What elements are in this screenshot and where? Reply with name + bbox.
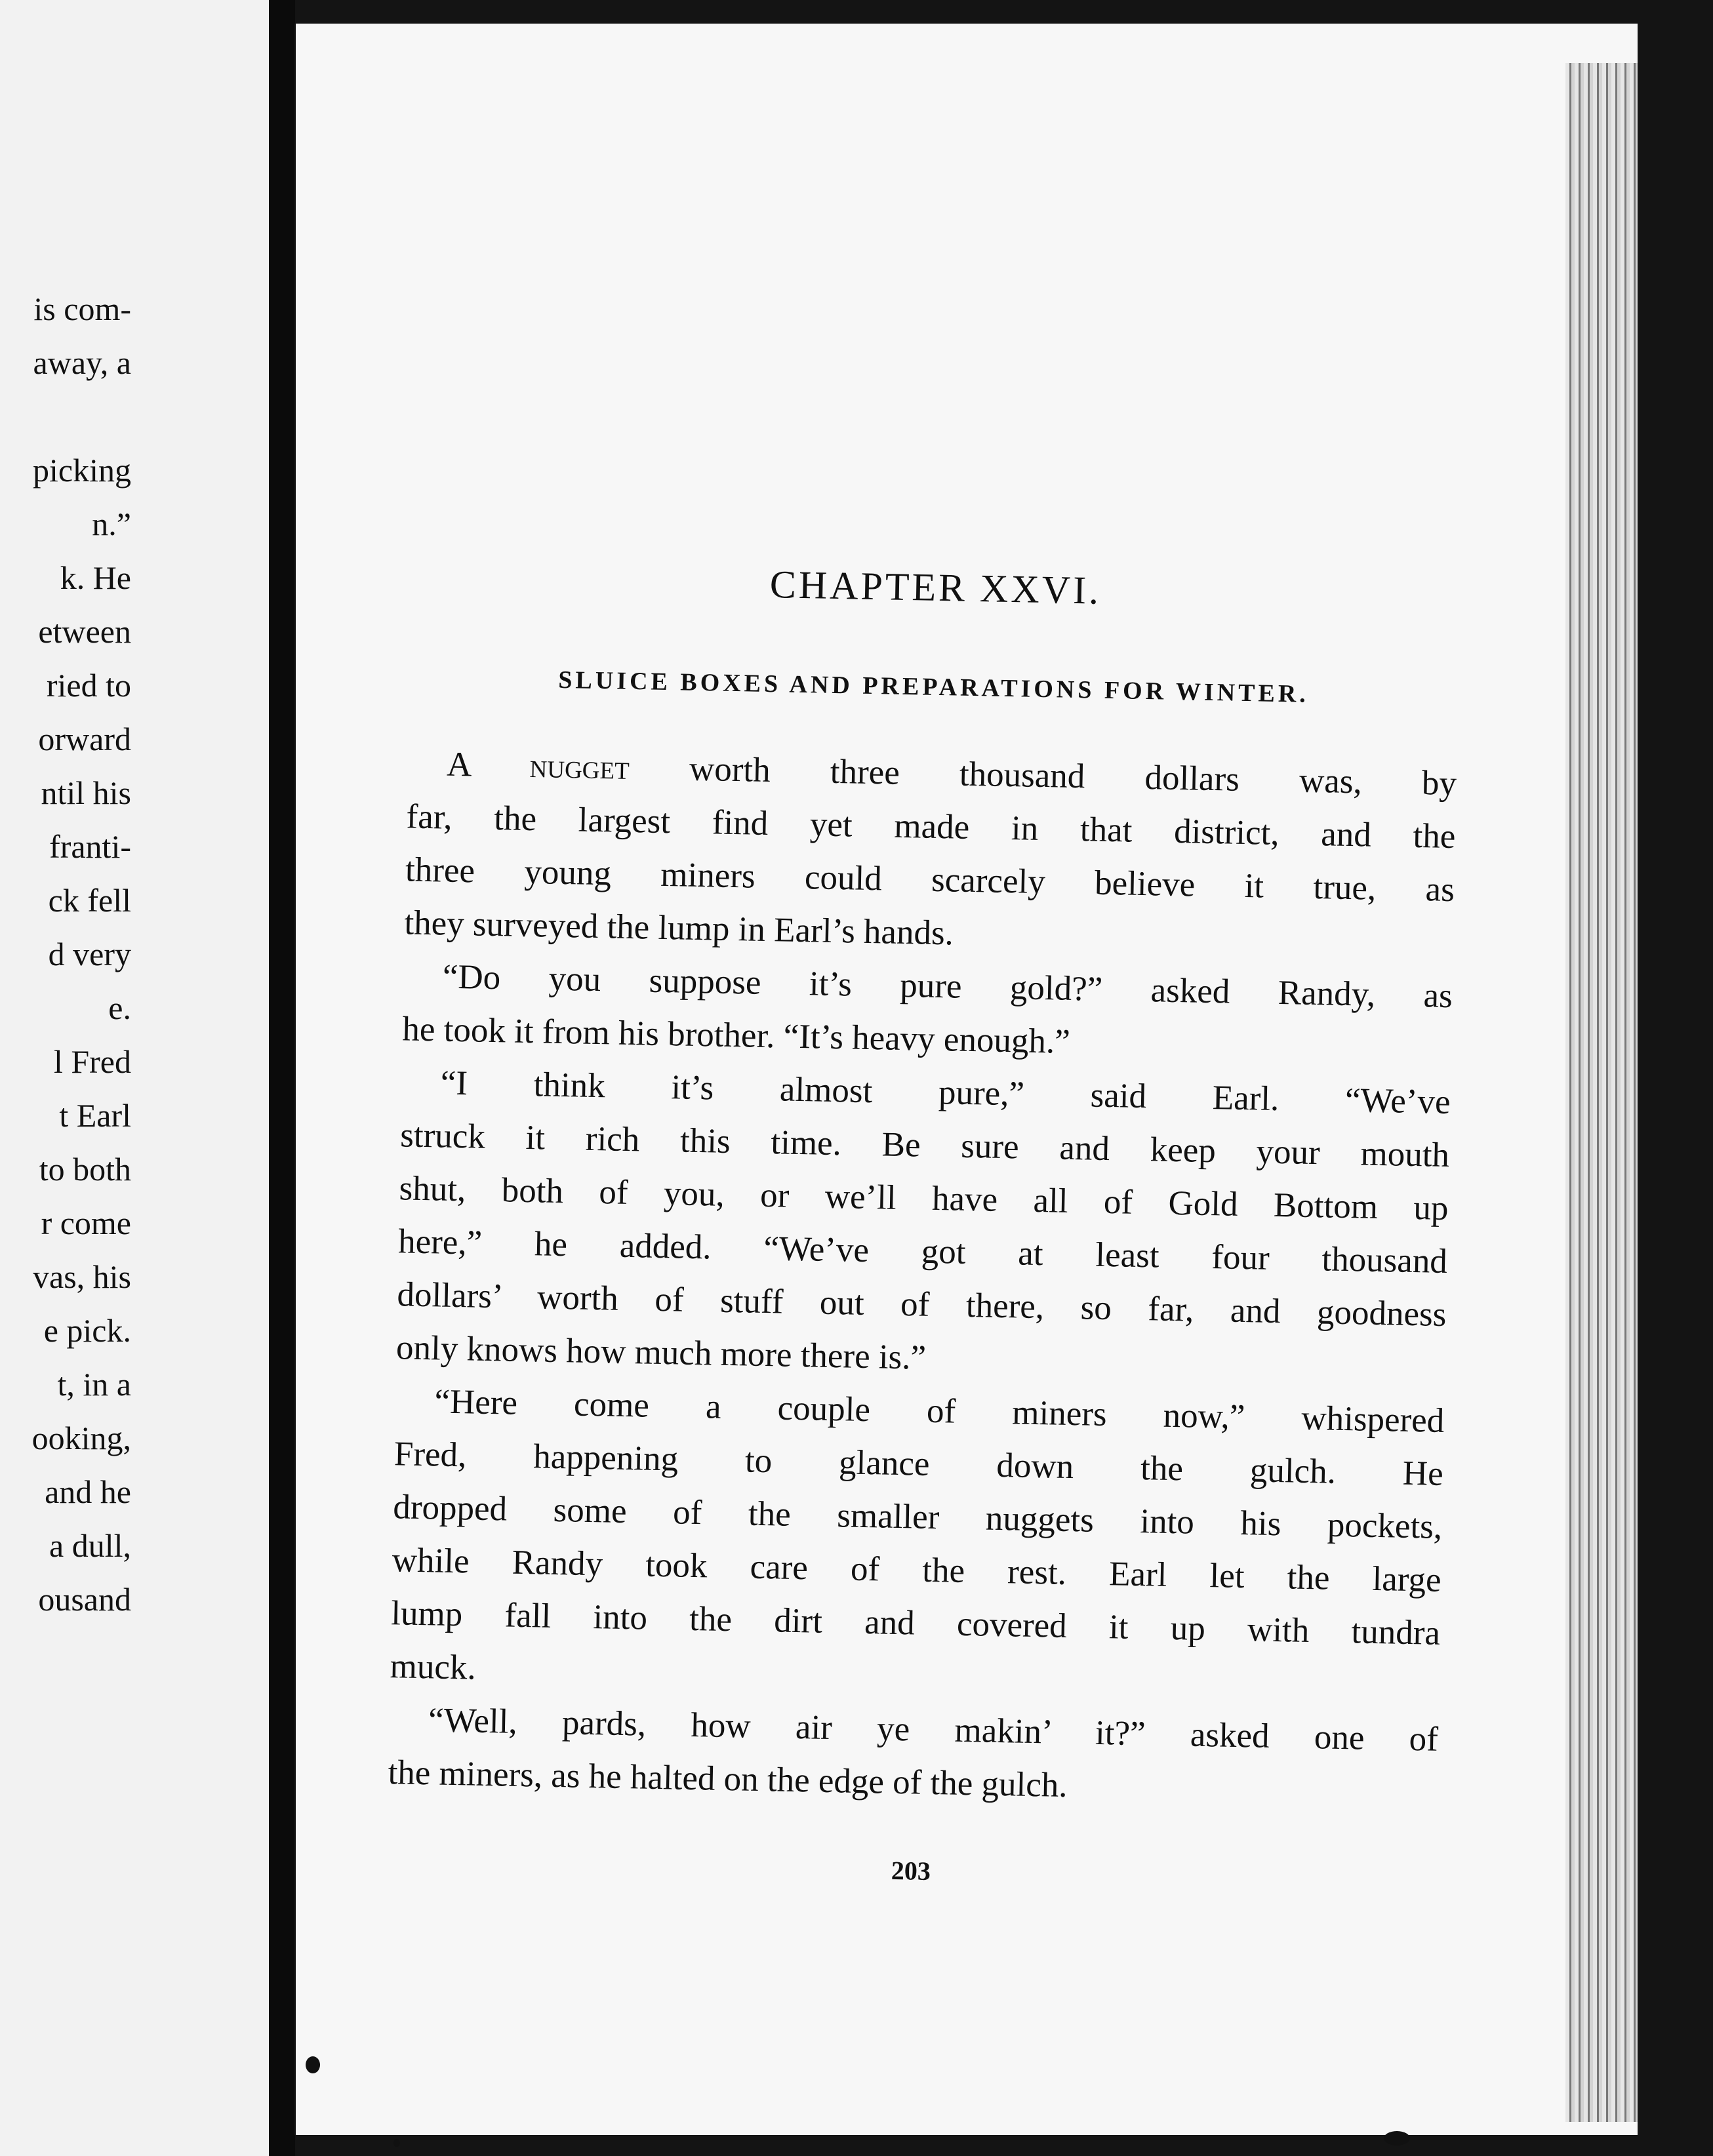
- left-line: ooking,: [31, 1420, 131, 1456]
- text-line: muck.: [390, 1647, 477, 1687]
- text-line: dropped some of the smaller nuggets into his pockets,: [392, 1488, 1443, 1546]
- text-line: three young miners could scarcely believe it true, as: [405, 850, 1455, 909]
- page-edges: [1565, 63, 1638, 2122]
- left-line: l Fred: [53, 1043, 131, 1080]
- chapter-body: [388, 737, 1457, 1819]
- chapter-title: CHAPTER XXVI.: [769, 562, 1102, 612]
- left-line: ntil his: [41, 774, 131, 811]
- left-line: ried to: [46, 667, 131, 704]
- text-line: only knows how much more there is.”: [395, 1328, 927, 1377]
- text-line: shut, both of you, or we’ll have all of Gold Bottom up: [399, 1169, 1449, 1228]
- text-line: A nugget worth three thousand dollars was, by: [446, 745, 1457, 803]
- left-line: r come: [41, 1205, 131, 1241]
- chapter-subtitle: SLUICE BOXES AND PREPARATIONS FOR WINTER.: [557, 666, 1310, 708]
- left-line: t Earl: [59, 1097, 131, 1134]
- text-line: he took it from his brother. “It’s heavy enough.”: [401, 1010, 1071, 1061]
- text-line: Fred, happening to glance down the gulch. He: [393, 1435, 1444, 1493]
- left-line: e.: [108, 989, 131, 1026]
- left-line: etween: [38, 613, 131, 650]
- scan-speck: [1384, 2131, 1410, 2146]
- left-line: n.”: [92, 506, 131, 542]
- left-line: a dull,: [49, 1527, 131, 1564]
- text-line: far, the largest find yet made in that district, and the: [406, 797, 1456, 856]
- scan-speck: [306, 2056, 320, 2073]
- left-page-text: [0, 282, 131, 1626]
- text-line: “Do you suppose it’s pure gold?” asked Randy, as: [442, 957, 1453, 1016]
- text-line: “Well, pards, how air ye makin’ it?” asked one of: [428, 1701, 1439, 1759]
- left-line: e pick.: [43, 1312, 131, 1349]
- text-line: here,” he added. “We’ve got at least four thousand: [397, 1222, 1448, 1281]
- left-line: away, a: [33, 344, 131, 381]
- book-gutter: [269, 0, 295, 2156]
- text-line: they surveyed the lump in Earl’s hands.: [403, 904, 954, 953]
- text-line: dollars’ worth of stuff out of there, so far, and goodness: [397, 1275, 1447, 1334]
- scan-speck: [393, 2139, 400, 2147]
- text-line: while Randy took care of the rest. Earl let the large: [392, 1541, 1442, 1599]
- left-line: and he: [45, 1473, 131, 1510]
- left-line: t, in a: [57, 1366, 131, 1403]
- text-line: “I think it’s almost pure,” said Earl. “We’ve: [440, 1064, 1451, 1122]
- page-text-block: [388, 24, 1484, 1886]
- left-line: ousand: [38, 1581, 131, 1618]
- left-line: orward: [38, 721, 131, 757]
- left-line: [0, 389, 131, 443]
- left-line: k. He: [60, 559, 131, 596]
- left-line: to both: [39, 1151, 131, 1188]
- text-line: the miners, as he halted on the edge of the gulch.: [388, 1753, 1068, 1805]
- left-line: franti-: [49, 828, 131, 865]
- page-number: 203: [891, 1855, 931, 1886]
- text-line: struck it rich this time. Be sure and keep your mouth: [399, 1116, 1450, 1175]
- left-line: picking: [33, 452, 131, 489]
- left-facing-page: [0, 0, 269, 2156]
- text-line: “Here come a couple of miners now,” whispered: [433, 1382, 1445, 1440]
- right-page: [294, 24, 1638, 2135]
- lead-caps: A nugget: [446, 745, 630, 787]
- left-line: vas, his: [33, 1258, 131, 1295]
- left-line: ck fell: [48, 882, 131, 919]
- text-line: lump fall into the dirt and covered it up with tundra: [390, 1594, 1441, 1652]
- left-line: d very: [48, 936, 131, 972]
- left-line: is com-: [33, 290, 131, 327]
